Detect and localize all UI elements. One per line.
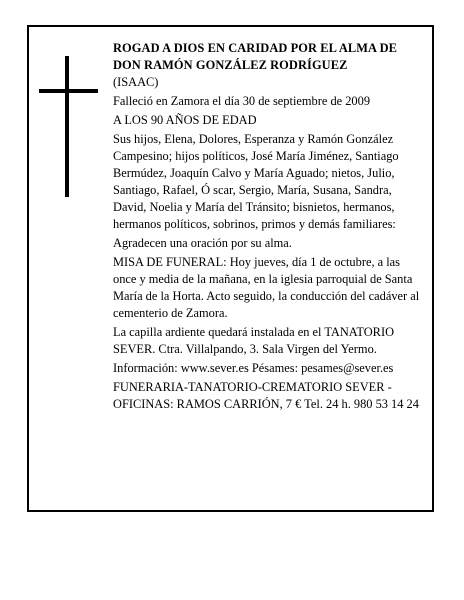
contact-info: Información: www.sever.es Pésames: pesames@sever.es <box>113 361 394 375</box>
family-list: Sus hijos, Elena, Dolores, Esperanza y Ramón González Campesino; hijos políticos, José María Jiménez, Santiago Bermúdez, Joaquín Calvo y María Aguado; nietos, Julio, Santiago, Rafael, Ó scar, Sergio, María, Susana, Sandra, David, Noelia y María del Tránsito; bisnietos, hermanos, hermanos políticos, sobrinos, primos y demás familiares: <box>113 132 399 231</box>
funeral-home-info: FUNERARIA-TANATORIO-CREMATORIO SEVER - OFICINAS: RAMOS CARRIÓN, 7 € Tel. 24 h. 980 53 14 24 <box>113 380 419 411</box>
age-line: A LOS 90 AÑOS DE EDAD <box>113 113 257 127</box>
funeral-mass: MISA DE FUNERAL: Hoy jueves, día 1 de octubre, a las once y media de la mañana, en la iglesia parroquial de Santa María de la Horta. Acto seguido, la conducción del cadáver al cementerio de Zamora. <box>113 255 420 320</box>
cross-horizontal-bar <box>39 89 98 93</box>
cross-vertical-bar <box>65 56 69 197</box>
notice-title: ROGAD A DIOS EN CARIDAD POR EL ALMA DE DON RAMÓN GONZÁLEZ RODRÍGUEZ <box>113 41 398 72</box>
death-info: Falleció en Zamora el día 30 de septiembre de 2009 <box>113 94 371 108</box>
thanks-line: Agradecen una oración por su alma. <box>113 236 292 250</box>
notice-content <box>113 40 423 413</box>
deceased-nickname: (ISAAC) <box>113 75 159 89</box>
chapel-info: La capilla ardiente quedará instalada en el TANATORIO SEVER. Ctra. Villalpando, 3. Sala Virgen del Yermo. <box>113 325 395 356</box>
